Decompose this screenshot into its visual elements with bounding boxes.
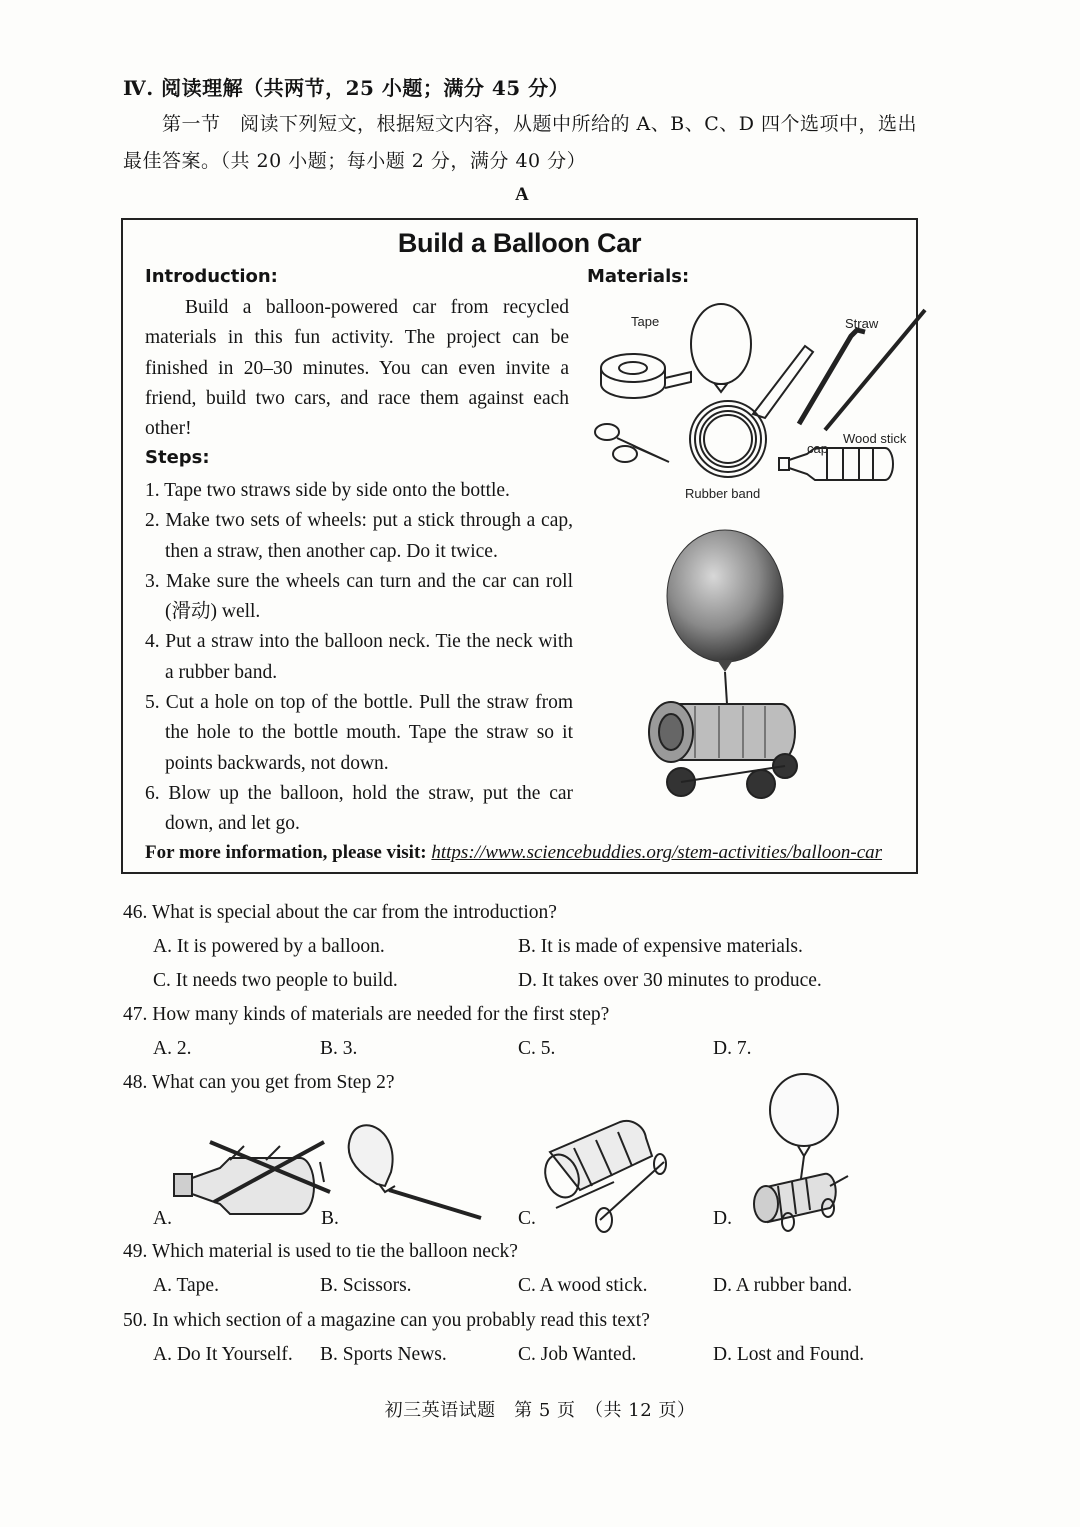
balloon-with-straw-icon <box>349 1125 481 1218</box>
step-item: 4. Put a straw into the balloon neck. Tie the neck with a rubber band. <box>145 631 573 683</box>
page-footer: 初三英语试题 第 5 页 （共 12 页） <box>384 1400 696 1421</box>
inflated-balloon-icon <box>667 530 783 672</box>
option-50-a[interactable]: A. Do It Yourself. <box>153 1344 293 1365</box>
question-48: 48. What can you get from Step 2? <box>123 1072 395 1093</box>
passage-title: Build a Balloon Car <box>397 228 642 258</box>
option-46-b[interactable]: B. It is made of expensive materials. <box>518 936 803 957</box>
straw-label: Straw <box>845 316 879 331</box>
option-48-b[interactable]: B. <box>321 1208 339 1229</box>
option-49-b[interactable]: B. Scissors. <box>320 1275 412 1296</box>
option-46-d[interactable]: D. It takes over 30 minutes to produce. <box>518 970 822 991</box>
option-47-a[interactable]: A. 2. <box>153 1038 192 1059</box>
tape-icon <box>601 354 691 398</box>
steps-heading: Steps: <box>145 447 210 468</box>
option-48-d-image <box>748 1072 858 1232</box>
knife-icon <box>753 346 813 418</box>
materials-heading: Materials: <box>587 266 690 287</box>
finished-balloon-car-icon <box>754 1074 848 1231</box>
straw-icon <box>799 330 865 424</box>
bottle-car-with-wheels-icon <box>539 1121 666 1232</box>
option-46-a[interactable]: A. It is powered by a balloon. <box>153 936 385 957</box>
option-47-b[interactable]: B. 3. <box>320 1038 358 1059</box>
option-49-d[interactable]: D. A rubber band. <box>713 1275 853 1296</box>
option-49-c[interactable]: C. A wood stick. <box>518 1275 648 1296</box>
more-info <box>145 842 882 864</box>
scissors-icon <box>595 424 669 462</box>
section-title: Ⅳ. 阅读理解（共两节，25 小题；满分 45 分） <box>123 76 570 100</box>
option-50-b[interactable]: B. Sports News. <box>320 1344 447 1365</box>
wood-stick-label: Wood stick <box>843 431 907 446</box>
question-47: 47. How many kinds of materials are needed for the first step? <box>123 1004 610 1025</box>
step-item: 1. Tape two straws side by side onto the bottle. <box>145 480 510 501</box>
step-item: 5. Cut a hole on top of the bottle. Pull the straw from the hole to the bottle mouth. Tape the straw so it points backwards, not down. <box>145 692 573 774</box>
option-48-c-image <box>540 1104 670 1234</box>
rubber-band-label: Rubber band <box>685 486 761 501</box>
steps-list <box>145 476 573 840</box>
instruction-line-2: 最佳答案。（共 20 小题；每小题 2 分，满分 40 分） <box>123 150 587 172</box>
more-info-link[interactable]: https://www.sciencebuddies.org/stem-activities/balloon-car <box>431 842 883 863</box>
tape-label: Tape <box>631 314 660 329</box>
option-48-a-image <box>170 1112 330 1222</box>
bottle-with-straws-icon <box>174 1142 330 1214</box>
option-48-b-image <box>345 1116 485 1226</box>
step-item: 6. Blow up the balloon, hold the straw, put the car down, and let go. <box>145 782 573 835</box>
bottle-icon <box>779 448 893 480</box>
bottle-car-icon <box>649 672 797 798</box>
rubber-band-icon <box>690 401 766 477</box>
option-47-d[interactable]: D. 7. <box>713 1038 752 1059</box>
option-50-c[interactable]: C. Job Wanted. <box>518 1344 637 1365</box>
option-47-c[interactable]: C. 5. <box>518 1038 556 1059</box>
intro-text: Build a balloon-powered car from recycled materials in this fun activity. The project can be finished in 20–30 minutes. You can even invite a friend, build two cars, and race them against each other! <box>145 297 569 440</box>
passage-box <box>121 218 918 874</box>
intro-heading: Introduction: <box>145 266 278 287</box>
question-46: 46. What is special about the car from the introduction? <box>123 902 557 923</box>
question-50: 50. In which section of a magazine can you probably read this text? <box>123 1310 650 1331</box>
balloon-car-photo <box>635 522 825 822</box>
option-48-c[interactable]: C. <box>518 1208 536 1229</box>
step-item: 3. Make sure the wheels can turn and the car can roll (滑动) well. <box>145 570 573 623</box>
more-info-label: For more information, please visit: <box>145 842 427 863</box>
step-item: 2. Make two sets of wheels: put a stick through a cap, then a straw, then another cap. Do it twice. <box>145 510 573 562</box>
instruction-line-1: 第一节 阅读下列短文，根据短文内容，从题中所给的 A、B、C、D 四个选项中，选出 <box>162 113 918 135</box>
part-label: A <box>515 184 529 205</box>
materials-illustration <box>593 304 903 504</box>
question-49: 49. Which material is used to tie the balloon neck? <box>123 1241 518 1262</box>
option-46-c[interactable]: C. It needs two people to build. <box>153 970 398 991</box>
option-49-a[interactable]: A. Tape. <box>153 1275 219 1296</box>
balloon-icon <box>691 304 751 392</box>
cap-label: cap <box>807 441 828 456</box>
option-48-d[interactable]: D. <box>713 1208 732 1229</box>
option-50-d[interactable]: D. Lost and Found. <box>713 1344 865 1365</box>
option-48-a[interactable]: A. <box>153 1208 172 1229</box>
